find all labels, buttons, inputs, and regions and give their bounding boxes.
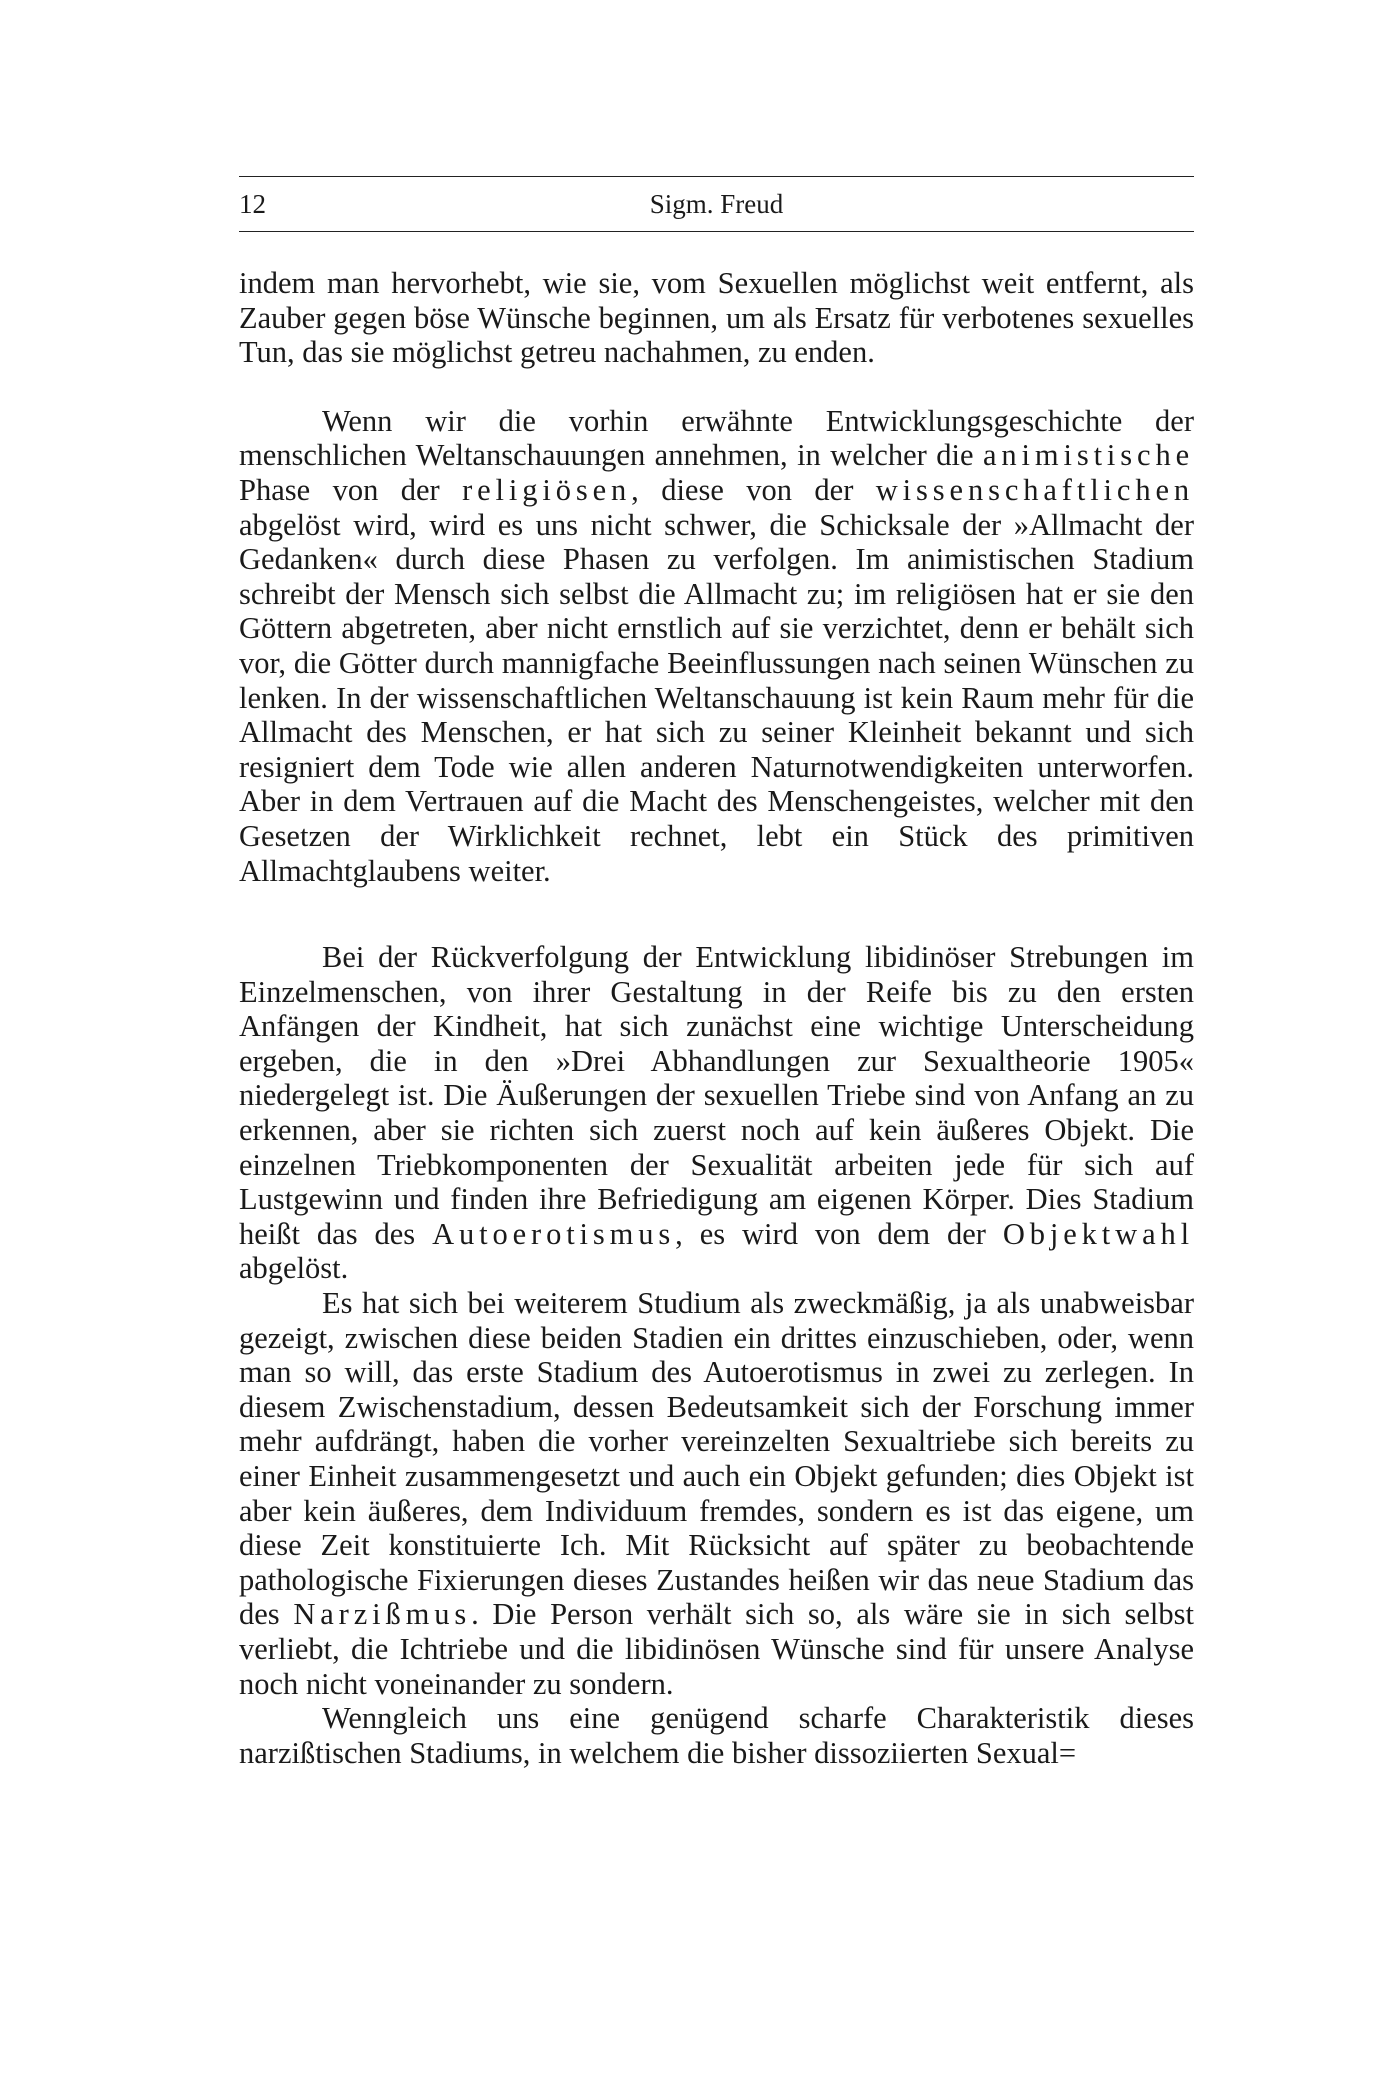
spaced-emphasis: wissenschaftlichen — [875, 472, 1194, 507]
paragraph — [239, 266, 1194, 370]
spaced-emphasis: Autoerotismus — [432, 1216, 676, 1251]
text-segment: Phase von der — [239, 472, 463, 507]
text-segment: abgelöst. — [239, 1251, 349, 1286]
text-segment: . Die Person verhält sich so, als wäre sie in sich selbst verliebt, die Ichtriebe und die libidinösen Wünsche sind für unsere Analyse noch nicht voneinander zu sondern. — [239, 1597, 1194, 1701]
body-text — [239, 266, 1194, 1770]
text-segment: Bei der Rückverfolgung der Entwicklung libidinöser Strebungen im Einzelmenschen, von ihrer Gestaltung in der Reife bis zu den ersten Anfängen der Kindheit, hat sich zunächst eine wichtige Unterscheidung ergeben, die in den »Drei Abhandlungen zur Sexualtheorie 1905« niedergelegt ist. Die Äußerungen der sexuellen Triebe sind von Anfang an zu erkennen, aber sie richten sich zuerst noch auf kein äußeres Objekt. Die einzelnen Triebkomponenten der Sexualität arbeiten jede für sich auf Lustgewinn und finden ihre Befriedigung am eigenen Körper. Dies Stadium heißt das des — [239, 940, 1194, 1251]
text-segment: Wenngleich uns eine genügend scharfe Charakteristik dieses narzißtischen Stadiums, in welchem die bisher dissoziierten Sexual= — [239, 1701, 1194, 1770]
paragraph — [239, 1701, 1194, 1770]
paragraph — [239, 404, 1194, 888]
page-number: 12 — [239, 189, 266, 219]
text-segment: Wenn wir die vorhin erwähnte Entwicklungsgeschichte der menschlichen Weltanschauungen annehmen, in welcher die — [239, 403, 1194, 473]
text-segment: abgelöst wird, wird es uns nicht schwer, die Schicksale der »Allmacht der Gedanken« durch diese Phasen zu verfolgen. Im animistischen Stadium schreibt der Mensch sich selbst die Allmacht zu; im religiösen hat er sie den Göttern abgetreten, aber nicht ernstlich auf sie verzichtet, denn er behält sich vor, die Götter durch mannigfache Beeinflussungen nach seinen Wünschen zu lenken. In der wissenschaftlichen Weltanschauung ist kein Raum mehr für die Allmacht des Menschen, er hat sich zu seiner Kleinheit bekannt und sich resigniert dem Tode wie allen anderen Naturnotwendigkeiten unterworfen. Aber in dem Vertrauen auf die Macht des Menschengeistes, welcher mit den Gesetzen der Wirklichkeit rechnet, lebt ein Stück des primitiven Allmachtglaubens weiter. — [239, 507, 1194, 888]
spaced-emphasis: religiösen — [462, 472, 632, 507]
spaced-emphasis: Objektwahl — [1002, 1216, 1194, 1251]
text-segment: , es wird von dem der — [675, 1216, 1003, 1251]
spaced-emphasis: animistische — [982, 438, 1194, 473]
running-head: Sigm. Freud — [649, 189, 784, 219]
paragraph — [239, 940, 1194, 1286]
page-header — [239, 176, 1194, 232]
text-segment: indem man hervorhebt, wie sie, vom Sexuellen möglichst weit entfernt, als Zauber gegen böse Wünsche beginnen, um als Ersatz für verbotenes sexuelles Tun, das sie möglichst getreu nachahmen, zu enden. — [239, 266, 1194, 370]
spaced-emphasis: Narzißmus — [293, 1597, 472, 1632]
text-segment: Es hat sich bei weiterem Studium als zweckmäßig, ja als unabweisbar gezeigt, zwischen diese beiden Stadien ein drittes einzuschieben, oder, wenn man so will, das erste Stadium des Autoerotismus in zwei zu zerlegen. In diesem Zwischenstadium, dessen Bedeutsamkeit sich der Forschung immer mehr aufdrängt, haben die vorher vereinzelten Sexualtriebe sich bereits zu einer Einheit zusammengesetzt und auch ein Objekt gefunden; dies Objekt ist aber kein äußeres, dem Individuum fremdes, sondern es ist das eigene, um diese Zeit konstituierte Ich. Mit Rücksicht auf später zu beobachtende pathologische Fixierungen dieses Zustandes heißen wir das neue Stadium das des — [239, 1286, 1194, 1632]
book-page — [239, 176, 1194, 1770]
paragraph — [239, 1286, 1194, 1701]
text-segment: , diese von der — [631, 472, 876, 507]
